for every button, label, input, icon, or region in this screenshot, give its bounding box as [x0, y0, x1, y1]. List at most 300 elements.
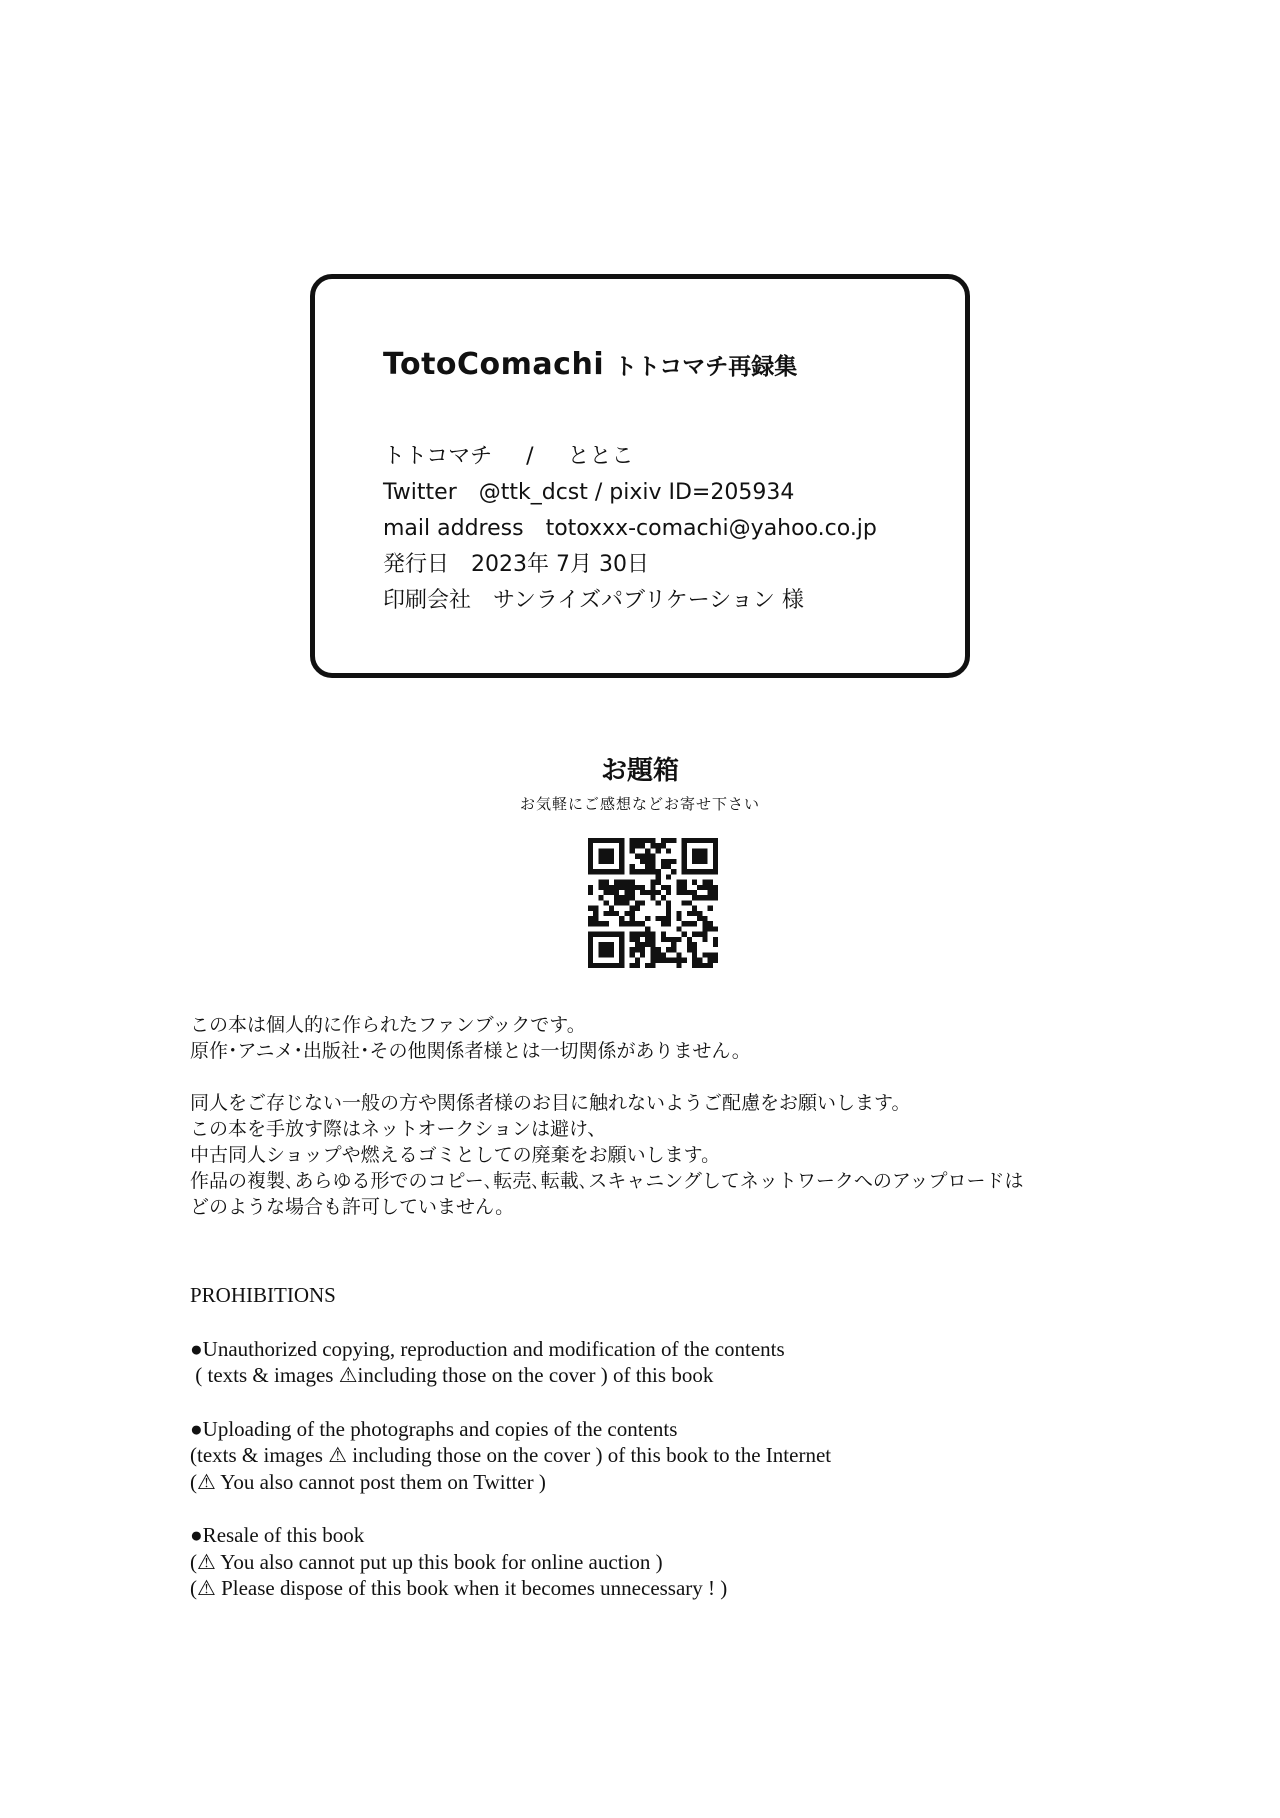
qr-module [656, 843, 661, 848]
qr-module [604, 880, 609, 885]
qr-module [702, 848, 707, 853]
qr-module [713, 937, 718, 942]
notice-paragraph-2 [190, 1090, 1024, 1220]
qr-module [697, 916, 702, 921]
qr-module [609, 906, 614, 911]
qr-module [708, 885, 713, 890]
qr-module [671, 869, 676, 874]
qr-module [671, 859, 676, 864]
qr-module [692, 947, 697, 952]
qr-module [588, 854, 593, 859]
qr-module [645, 890, 650, 895]
qr-module [609, 952, 614, 957]
qr-module [645, 859, 650, 864]
qr-module [650, 932, 655, 937]
qr-module [588, 906, 593, 911]
qr-module [671, 947, 676, 952]
qr-module [676, 958, 681, 963]
notice-line: この本を手放す際はネットオークションは避け、 [190, 1118, 607, 1140]
qr-module [687, 900, 692, 905]
qr-module [671, 942, 676, 947]
qr-module [713, 890, 718, 895]
qr-module [619, 869, 624, 874]
qr-module [604, 921, 609, 926]
qr-module [614, 880, 619, 885]
qr-module [650, 864, 655, 869]
qr-module [635, 921, 640, 926]
qr-module [593, 932, 598, 937]
qr-module [650, 869, 655, 874]
qr-module [682, 843, 687, 848]
qr-module [588, 843, 593, 848]
twitter-handle: @ttk_dcst / pixiv ID=205934 [478, 480, 795, 505]
qr-module [713, 942, 718, 947]
qr-module [604, 848, 609, 853]
qr-module [697, 885, 702, 890]
qr-module [604, 963, 609, 968]
qr-module [630, 848, 635, 853]
qr-module [635, 947, 640, 952]
qr-module [713, 848, 718, 853]
qr-module [713, 838, 718, 843]
qr-module [604, 838, 609, 843]
qr-module [650, 942, 655, 947]
qr-module [619, 963, 624, 968]
qr-module [650, 958, 655, 963]
publish-date: 2023年 7月 30日 [471, 552, 649, 577]
qr-module [640, 859, 645, 864]
odai-subtitle: お気軽にご感想などお寄せ下さい [519, 795, 760, 813]
prohibitions-section [190, 1282, 831, 1629]
qr-module [630, 880, 635, 885]
qr-module [692, 859, 697, 864]
twitter-line [383, 475, 877, 511]
prohibition-item [190, 1336, 831, 1389]
qr-module [656, 890, 661, 895]
qr-module [697, 963, 702, 968]
qr-module [630, 937, 635, 942]
qr-module [702, 937, 707, 942]
qr-module [713, 895, 718, 900]
qr-module [692, 932, 697, 937]
mail-line [383, 511, 877, 547]
qr-module [635, 900, 640, 905]
qr-module [619, 900, 624, 905]
qr-module [640, 869, 645, 874]
qr-module [666, 911, 671, 916]
qr-module [692, 942, 697, 947]
qr-module [598, 942, 603, 947]
qr-module [666, 900, 671, 905]
qr-module [609, 911, 614, 916]
qr-module [661, 916, 666, 921]
qr-module [708, 958, 713, 963]
qr-module [598, 869, 603, 874]
qr-module [702, 859, 707, 864]
qr-module [650, 890, 655, 895]
qr-module [650, 838, 655, 843]
qr-module [645, 864, 650, 869]
qr-module [624, 885, 629, 890]
prohibition-line: ●Unauthorized copying, reproduction and modification of the contents [190, 1336, 785, 1361]
qr-module [692, 890, 697, 895]
prohibition-line: (texts & images ⚠ including those on the cover ) of this book to the Internet [190, 1443, 832, 1467]
qr-module [645, 869, 650, 874]
qr-module [713, 926, 718, 931]
qr-module [614, 869, 619, 874]
qr-module [687, 937, 692, 942]
qr-module [682, 921, 687, 926]
qr-module [588, 958, 593, 963]
prohibition-line: (⚠ Please dispose of this book when it becomes unnecessary ! ) [190, 1576, 728, 1600]
qr-module [588, 942, 593, 947]
qr-module [588, 859, 593, 864]
qr-module [687, 869, 692, 874]
qr-module [598, 848, 603, 853]
colophon-box [310, 274, 970, 678]
qr-module [692, 906, 697, 911]
qr-module [604, 885, 609, 890]
qr-module [702, 952, 707, 957]
mail-label: mail address [383, 516, 524, 541]
qr-module [598, 880, 603, 885]
qr-module [682, 859, 687, 864]
qr-module [692, 952, 697, 957]
qr-module [713, 869, 718, 874]
qr-module [702, 885, 707, 890]
qr-module [630, 906, 635, 911]
qr-module [682, 838, 687, 843]
qr-module [650, 854, 655, 859]
qr-module [676, 937, 681, 942]
qr-module [697, 958, 702, 963]
qr-module [619, 864, 624, 869]
qr-module [671, 937, 676, 942]
prohibitions-heading: PROHIBITIONS [190, 1283, 336, 1307]
qr-module [588, 937, 593, 942]
qr-module [604, 932, 609, 937]
qr-module [656, 916, 661, 921]
notice-line: 原作･アニメ･出版社･その他関係者様とは一切関係がありません。 [190, 1040, 751, 1062]
prohibition-line: (⚠ You also cannot post them on Twitter ) [190, 1469, 546, 1494]
qr-module [650, 937, 655, 942]
qr-module [697, 869, 702, 874]
qr-module [640, 942, 645, 947]
qr-module [624, 890, 629, 895]
twitter-label: Twitter [383, 480, 457, 505]
qr-module [702, 932, 707, 937]
qr-module [713, 843, 718, 848]
qr-module [630, 911, 635, 916]
qr-module [588, 869, 593, 874]
notice-paragraph-1 [190, 1012, 1024, 1064]
prohibition-line: ( texts & images ⚠including those on the cover ) of this book [190, 1363, 714, 1387]
colophon-info [383, 439, 877, 619]
printer-label: 印刷会社 [383, 588, 472, 613]
qr-module [676, 926, 681, 931]
qr-code-icon[interactable] [588, 838, 718, 968]
qr-module [604, 947, 609, 952]
qr-module [702, 916, 707, 921]
qr-module [656, 869, 661, 874]
qr-module [598, 947, 603, 952]
qr-module [598, 885, 603, 890]
qr-module [598, 838, 603, 843]
qr-module [656, 947, 661, 952]
qr-module [676, 952, 681, 957]
qr-module [650, 843, 655, 848]
qr-module [640, 854, 645, 859]
qr-module [640, 952, 645, 957]
qr-module [588, 921, 593, 926]
qr-module [635, 906, 640, 911]
qr-module [666, 885, 671, 890]
qr-module [604, 952, 609, 957]
qr-module [619, 859, 624, 864]
qr-module [635, 942, 640, 947]
qr-module [640, 932, 645, 937]
qr-module [661, 952, 666, 957]
qr-module [635, 869, 640, 874]
qr-module [604, 854, 609, 859]
qr-module [619, 895, 624, 900]
qr-module [609, 848, 614, 853]
qr-module [661, 895, 666, 900]
notice-line: 作品の複製､あらゆる形でのコピー､転売､転載､スキャニングしてネットワークへのアップロードは [190, 1170, 1024, 1192]
qr-module [656, 958, 661, 963]
qr-module [624, 911, 629, 916]
qr-module [645, 942, 650, 947]
qr-module [635, 838, 640, 843]
qr-module [676, 890, 681, 895]
qr-module [614, 900, 619, 905]
qr-module [708, 952, 713, 957]
qr-module [645, 926, 650, 931]
qr-module [692, 869, 697, 874]
qr-module [630, 932, 635, 937]
qr-module [593, 911, 598, 916]
qr-module [598, 932, 603, 937]
qr-module [645, 963, 650, 968]
qr-module [666, 848, 671, 853]
qr-module [598, 963, 603, 968]
qr-module [708, 895, 713, 900]
qr-module [630, 885, 635, 890]
qr-module [635, 963, 640, 968]
qr-module [708, 963, 713, 968]
qr-module [640, 921, 645, 926]
qr-module [708, 921, 713, 926]
qr-module [650, 859, 655, 864]
qr-module [692, 911, 697, 916]
qr-module [630, 864, 635, 869]
qr-module [702, 963, 707, 968]
qr-module [650, 885, 655, 890]
qr-module [682, 848, 687, 853]
qr-module [609, 838, 614, 843]
qr-module [630, 869, 635, 874]
qr-module [640, 947, 645, 952]
qr-module [619, 880, 624, 885]
qr-module [630, 952, 635, 957]
qr-module [661, 921, 666, 926]
qr-module [619, 848, 624, 853]
qr-module [593, 838, 598, 843]
qr-module [656, 848, 661, 853]
qr-module [619, 854, 624, 859]
qr-module [692, 921, 697, 926]
qr-module [702, 921, 707, 926]
qr-module [630, 947, 635, 952]
qr-module [588, 848, 593, 853]
qr-module [687, 942, 692, 947]
qr-module [713, 854, 718, 859]
qr-module [697, 848, 702, 853]
qr-module [598, 921, 603, 926]
qr-module [619, 916, 624, 921]
qr-module [624, 880, 629, 885]
qr-module [604, 942, 609, 947]
qr-module [604, 900, 609, 905]
qr-module [666, 916, 671, 921]
qr-module [692, 880, 697, 885]
qr-module [676, 911, 681, 916]
prohibition-line: ●Resale of this book [190, 1523, 365, 1547]
qr-module [682, 880, 687, 885]
qr-module [708, 926, 713, 931]
printer-name: サンライズパブリケーション 様 [493, 588, 804, 613]
qr-module [619, 921, 624, 926]
odai-title: お題箱 [600, 756, 679, 786]
qr-module [682, 864, 687, 869]
qr-module [604, 869, 609, 874]
qr-module [661, 958, 666, 963]
prohibition-line: (⚠ You also cannot put up this book for online auction ) [190, 1549, 663, 1574]
qr-module [666, 838, 671, 843]
qr-module [687, 838, 692, 843]
qr-module [650, 952, 655, 957]
qr-module [692, 895, 697, 900]
author-name: ととこ [567, 444, 634, 469]
mail-address: totoxxx-comachi@yahoo.co.jp [545, 516, 877, 541]
qr-module [682, 869, 687, 874]
qr-module [692, 958, 697, 963]
qr-module [598, 859, 603, 864]
qr-module [588, 952, 593, 957]
qr-module [630, 843, 635, 848]
book-title-jp: トトコマチ再録集 [614, 354, 798, 380]
qr-module [588, 963, 593, 968]
circle-name: トトコマチ [383, 444, 493, 469]
qr-module [630, 838, 635, 843]
qr-module [619, 843, 624, 848]
qr-module [619, 885, 624, 890]
qr-module [713, 859, 718, 864]
qr-module [666, 890, 671, 895]
qr-module [666, 958, 671, 963]
qr-module [650, 880, 655, 885]
name-separator: / [526, 444, 534, 469]
qr-code-graphic [588, 838, 718, 968]
qr-module [635, 958, 640, 963]
qr-module [619, 942, 624, 947]
qr-module [609, 942, 614, 947]
qr-module [697, 932, 702, 937]
qr-module [614, 911, 619, 916]
qr-module [588, 947, 593, 952]
qr-module [593, 869, 598, 874]
qr-module [682, 854, 687, 859]
qr-module [588, 890, 593, 895]
qr-module [682, 885, 687, 890]
qr-module [598, 952, 603, 957]
qr-module [630, 916, 635, 921]
qr-module [640, 900, 645, 905]
qr-module [671, 958, 676, 963]
qr-module [692, 854, 697, 859]
qr-module [676, 963, 681, 968]
book-title [383, 347, 797, 382]
qr-module [645, 848, 650, 853]
qr-module [635, 932, 640, 937]
qr-module [708, 880, 713, 885]
qr-module [661, 937, 666, 942]
prohibition-item [190, 1522, 831, 1602]
qr-module [588, 864, 593, 869]
qr-module [598, 854, 603, 859]
qr-module [676, 885, 681, 890]
qr-module [619, 937, 624, 942]
qr-module [666, 864, 671, 869]
qr-module [624, 895, 629, 900]
qr-module [687, 947, 692, 952]
qr-module [713, 958, 718, 963]
qr-module [604, 911, 609, 916]
qr-module [630, 921, 635, 926]
qr-module [619, 838, 624, 843]
qr-module [614, 963, 619, 968]
qr-module [640, 843, 645, 848]
qr-module [656, 900, 661, 905]
qr-module [588, 932, 593, 937]
qr-module [702, 838, 707, 843]
qr-module [676, 916, 681, 921]
qr-module [635, 937, 640, 942]
prohibition-item [190, 1416, 831, 1496]
qr-module [713, 864, 718, 869]
qr-module [645, 838, 650, 843]
qr-module [640, 838, 645, 843]
qr-module [593, 916, 598, 921]
qr-module [588, 838, 593, 843]
qr-module [671, 838, 676, 843]
qr-module [661, 859, 666, 864]
qr-module [645, 932, 650, 937]
qr-module [609, 932, 614, 937]
qr-module [708, 838, 713, 843]
printer-line [383, 583, 877, 619]
qr-module [656, 874, 661, 879]
qr-module [645, 854, 650, 859]
notice-line: どのような場合も許可していません。 [190, 1196, 515, 1218]
qr-module [650, 947, 655, 952]
qr-module [702, 895, 707, 900]
qr-module [682, 932, 687, 937]
prohibition-line: ●Uploading of the photographs and copies of the contents [190, 1416, 678, 1441]
qr-module [588, 885, 593, 890]
qr-module [692, 838, 697, 843]
qr-module [708, 906, 713, 911]
